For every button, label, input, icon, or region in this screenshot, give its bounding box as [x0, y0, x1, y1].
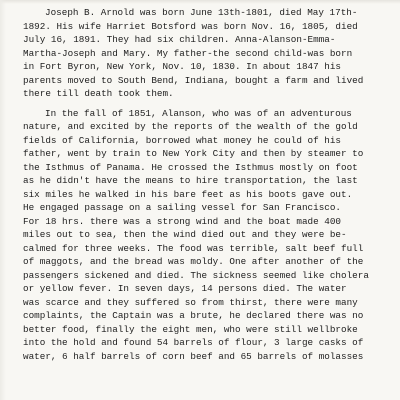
text-line: Martha-Joseph and Mary. My father-the second child-was born — [23, 47, 353, 59]
text-line: Joseph B. Arnold was born June 13th-1801, died May 17th- — [45, 7, 358, 18]
text-line: calmed for three weeks. The food was terrible, salt beef full — [23, 242, 364, 254]
text-line: fields of California, borrowed what money he could of his — [23, 134, 342, 146]
text-line: In the fall of 1851, Alanson, who was of an adventurous — [45, 107, 352, 119]
text-line: the Isthmus of Panama. He crossed the Isthmus mostly on foot — [23, 161, 358, 173]
text-line: six miles he walked in his bare feet as his boots gave out. — [23, 188, 353, 200]
text-line: nature, and excited by the reports of the wealth of the gold — [23, 121, 358, 132]
text-line: water, 6 half barrels of corn beef and 65 barrels of molasses — [23, 350, 364, 362]
text-line: of maggots, and the bread was moldy. One after another of the — [23, 256, 364, 267]
text-line: as he didn't have the means to hire transportation, the last — [23, 175, 358, 186]
text-line: 1892. His wife Harriet Botsford was born Nov. 16, 1805, died — [23, 20, 358, 32]
text-line: in Fort Byron, New York, Nov. 10, 1830. In about 1847 his — [23, 61, 342, 72]
text-line: or yellow fever. In seven days, 14 persons died. The water — [23, 283, 347, 294]
text-line: passengers sickened and died. The sickness seemed like cholera — [23, 269, 369, 281]
text-line: miles out to sea, then the wind died out and they were be- — [23, 229, 347, 240]
paragraph-2 — [23, 107, 384, 364]
text-line: was scarce and they suffered so from thirst, there were many — [23, 296, 358, 308]
text-line: father, went by train to New York City and then by steamer to — [23, 148, 364, 159]
text-line: He engaged passage on a sailing vessel for San Francisco. — [23, 202, 342, 213]
text-line: For 18 hrs. there was a strong wind and the boat made 400 — [23, 215, 342, 227]
text-line: parents moved to South Bend, Indiana, bought a farm and lived — [23, 74, 364, 86]
text-line: July 16, 1891. They had six children. Anna-Alanson-Emma- — [23, 34, 336, 45]
text-line: better food, finally the eight men, who were still wellbroke — [23, 323, 358, 335]
paragraph-1 — [23, 6, 384, 101]
text-line: complaints, the Captain was a brute, he declared there was no — [23, 310, 364, 321]
text-line: into the hold and found 54 barrels of flour, 3 large casks of — [23, 337, 364, 348]
text-line: there till death took them. — [23, 88, 174, 99]
